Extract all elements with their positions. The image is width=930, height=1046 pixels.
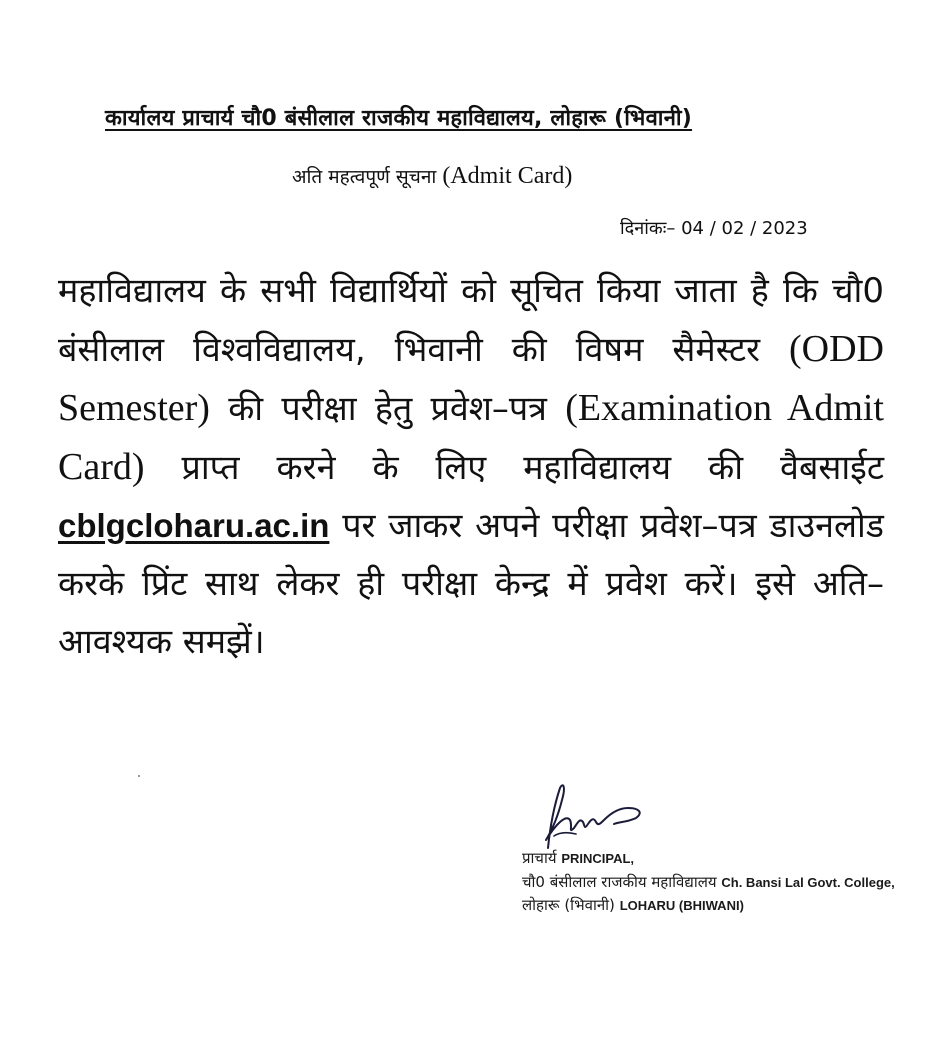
subtitle-hindi: अति महत्वपूर्ण सूचना (292, 166, 437, 188)
principal-stamp (522, 848, 895, 916)
stamp-designation (522, 848, 895, 869)
notice-part2: की परीक्षा हेतु प्रवेश–पत्र (209, 389, 566, 429)
notice-part3: प्राप्त करने के लिए महाविद्यालय की वैबसाईट (144, 448, 884, 488)
notice-part4: पर जाकर अपने परीक्षा प्रवेश–पत्र डाउनलोड करके प्रिंट साथ लेकर ही परीक्षा केन्द्र में प्रवेश करें। इसे अति–आवश्यक समझें। (58, 506, 884, 662)
stamp-designation-hindi: प्राचार्य (522, 849, 557, 867)
principal-signature (530, 778, 670, 858)
stamp-college-english: Ch. Bansi Lal Govt. College, (721, 875, 895, 890)
stamp-college-hindi: चौ0 बंसीलाल राजकीय महाविद्यालय (522, 873, 717, 891)
notice-body (58, 262, 884, 671)
notice-odd-semester: (ODD Semester) (58, 328, 884, 429)
notice-admit-card: (Examination Admit Card) (58, 387, 884, 488)
date-value: 04 / 02 / 2023 (681, 218, 808, 239)
date-label: दिनांकः– (620, 218, 676, 239)
subtitle-english: (Admit Card) (442, 163, 573, 189)
scan-speck (138, 775, 140, 777)
stamp-college (522, 872, 895, 893)
office-header: कार्यालय प्राचार्य चौ0 बंसीलाल राजकीय महाविद्यालय, लोहारू (भिवानी) (105, 106, 693, 131)
notice-date (620, 216, 808, 240)
stamp-designation-english: PRINCIPAL, (561, 851, 635, 866)
notice-subtitle (292, 163, 572, 190)
stamp-place-english: LOHARU (BHIWANI) (619, 898, 744, 913)
stamp-place (522, 895, 895, 916)
notice-part1: महाविद्यालय के सभी विद्यार्थियों को सूचित किया जाता है कि चौ0 बंसीलाल विश्वविद्यालय, भिवानी की विषम सैमेस्टर (58, 271, 884, 370)
stamp-place-hindi: लोहारू (भिवानी) (522, 896, 615, 914)
website-link[interactable]: cblgcloharu.ac.in (58, 507, 330, 544)
